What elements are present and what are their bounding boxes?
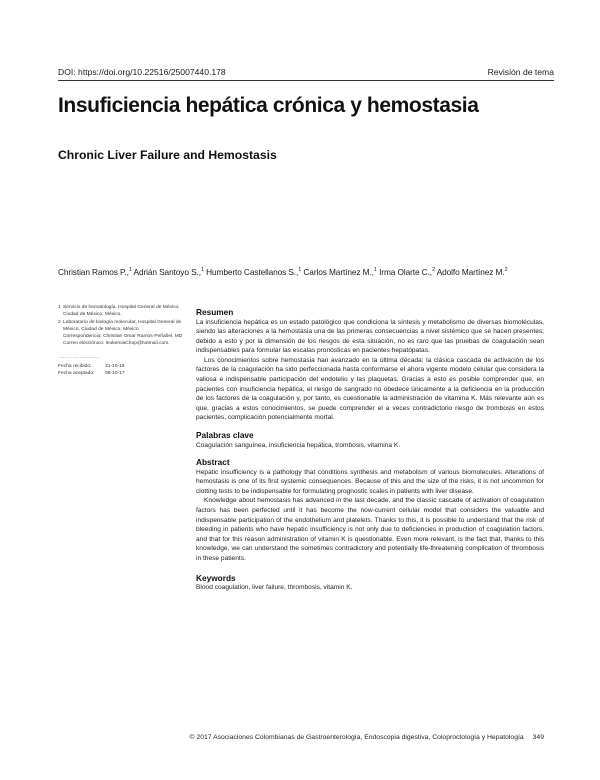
received-date: Fecha recibido: 31-10-16 [58,363,125,369]
palabras-clave-heading: Palabras clave [196,430,254,441]
author: Adolfo Martínez M.$^2$ [434,267,508,277]
affiliations-column [58,304,184,377]
author: Christian Ramos P.,$^1$ [58,267,132,277]
article-title: Insuficiencia hepática crónica y hemostasia [58,94,479,117]
resumen-paragraph: Los conocimientos sobre hemostasia han avanzado en la última década; la clásica cascada de activación de los factores de la coagulación ha sido perfeccionada hasta conformarse el ahora vigente modelo celular que considera la valiosa e indispensable participación del endotelio y las plaquetas. Gracias a esto es posible comprender que, en pacientes con insuficiencia hepática, el riesgo de sangrado no obedece únicamente a la deficiencia en la producción de los factores de la coagulación y, por tanto, es cuestionable la administración de vitamina K. Más relevante aún es que, gracias a estos conocimientos, se puede comprender el a veces contradictorio riesgo de trombosis en estos pacientes, complicación potencialmente mortal. [196,356,544,422]
affiliation: 2 Laboratorio de biología molecular, Hospital General de México, Ciudad de México, México. [58,319,182,332]
separator-dots: ......................... [58,354,100,360]
keywords-heading: Keywords [196,572,236,583]
article-subtitle: Chronic Liver Failure and Hemostasis [58,148,277,162]
affiliation: 1 Servicio de hematología, Hospital General de México, Ciudad de México, México. [58,305,180,318]
abstract-heading: Abstract [196,457,230,468]
main-column [196,307,544,593]
page-footer [190,734,544,741]
header-rule [58,80,554,81]
palabras-clave-text: Coagulación sanguínea, insuficiencia hepática, trombosis, vitamina K. [196,441,401,449]
page-number: 349 [532,734,544,741]
section-label: Revisión de tema [487,67,554,77]
author: Carlos Martínez M.,$^1$ [301,267,377,277]
author: Irma Olarte C.,$^2$ [376,267,435,277]
author-list [58,267,508,277]
author: Adrián Santoyo S.,$^1$ [131,267,204,277]
keywords-text: Blood coagulation, liver failure, thrombosis, vitamin K. [196,584,353,592]
copyright-text: © 2017 Asociaciones Colombianas de Gastroenterología, Endoscopia digestiva, Coloproctología y Hepatología [189,734,524,741]
doi-link[interactable]: DOI: https://doi.org/10.22516/25007440.178 [58,67,226,77]
resumen-paragraph: La insuficiencia hepática es un estado patológico que condiciona la síntesis y metabolismo de diversas biomoléculas, siendo las alteraciones a la hemostasia una de las primeras consecuencias a nivel sistémico que se hacen presentes; debido a esto y por la dimensión de los riesgos de esta situación, no es raro que las pruebas de coagulación sean indispensables para formular las escalas pronósticas en pacientes hepatópatas. [196,318,544,355]
abstract-paragraph: Knowledge about hemostasis has advanced in the last decade, and the classic cascade of activation of coagulation factors has been perfected until it has become the now-current cellular model that considers the valuable and indispensable participation of the endothelium and platelets. Thanks to this, it is possible to understand that the risk of bleeding in patients who have hepatic insufficiency is not only due to deficiencies in production of coagulation factors, and that for this reason administration of vitamin K is questionable. Even more relevant, is the fact that, thanks to this knowledge, we can understand the sometimes contradictory and potentially life-threatening complication of thrombosis in these patients. [196,497,544,562]
accepted-date: Fecha aceptado: 06-10-17 [58,371,125,376]
abstract-paragraph: Hepatic insufficiency is a pathology that conditions synthesis and metabolism of various biomolecules. Alterations of hemostasis is one of its first systemic consequences. Because of this and the size of the risks, it is not uncommon for clotting tests to be indispensable for formulating prognostic scales in patients with liver disease. [196,468,544,495]
correspondence: Correspondencia: Christian Omar Ramos-Peñafiel, MD Correo electrónico: leukemiaChop@hotmail.com. [63,334,183,347]
resumen-heading: Resumen [196,307,234,317]
author: Humberto Castellanos S.,$^1$ [203,267,302,277]
